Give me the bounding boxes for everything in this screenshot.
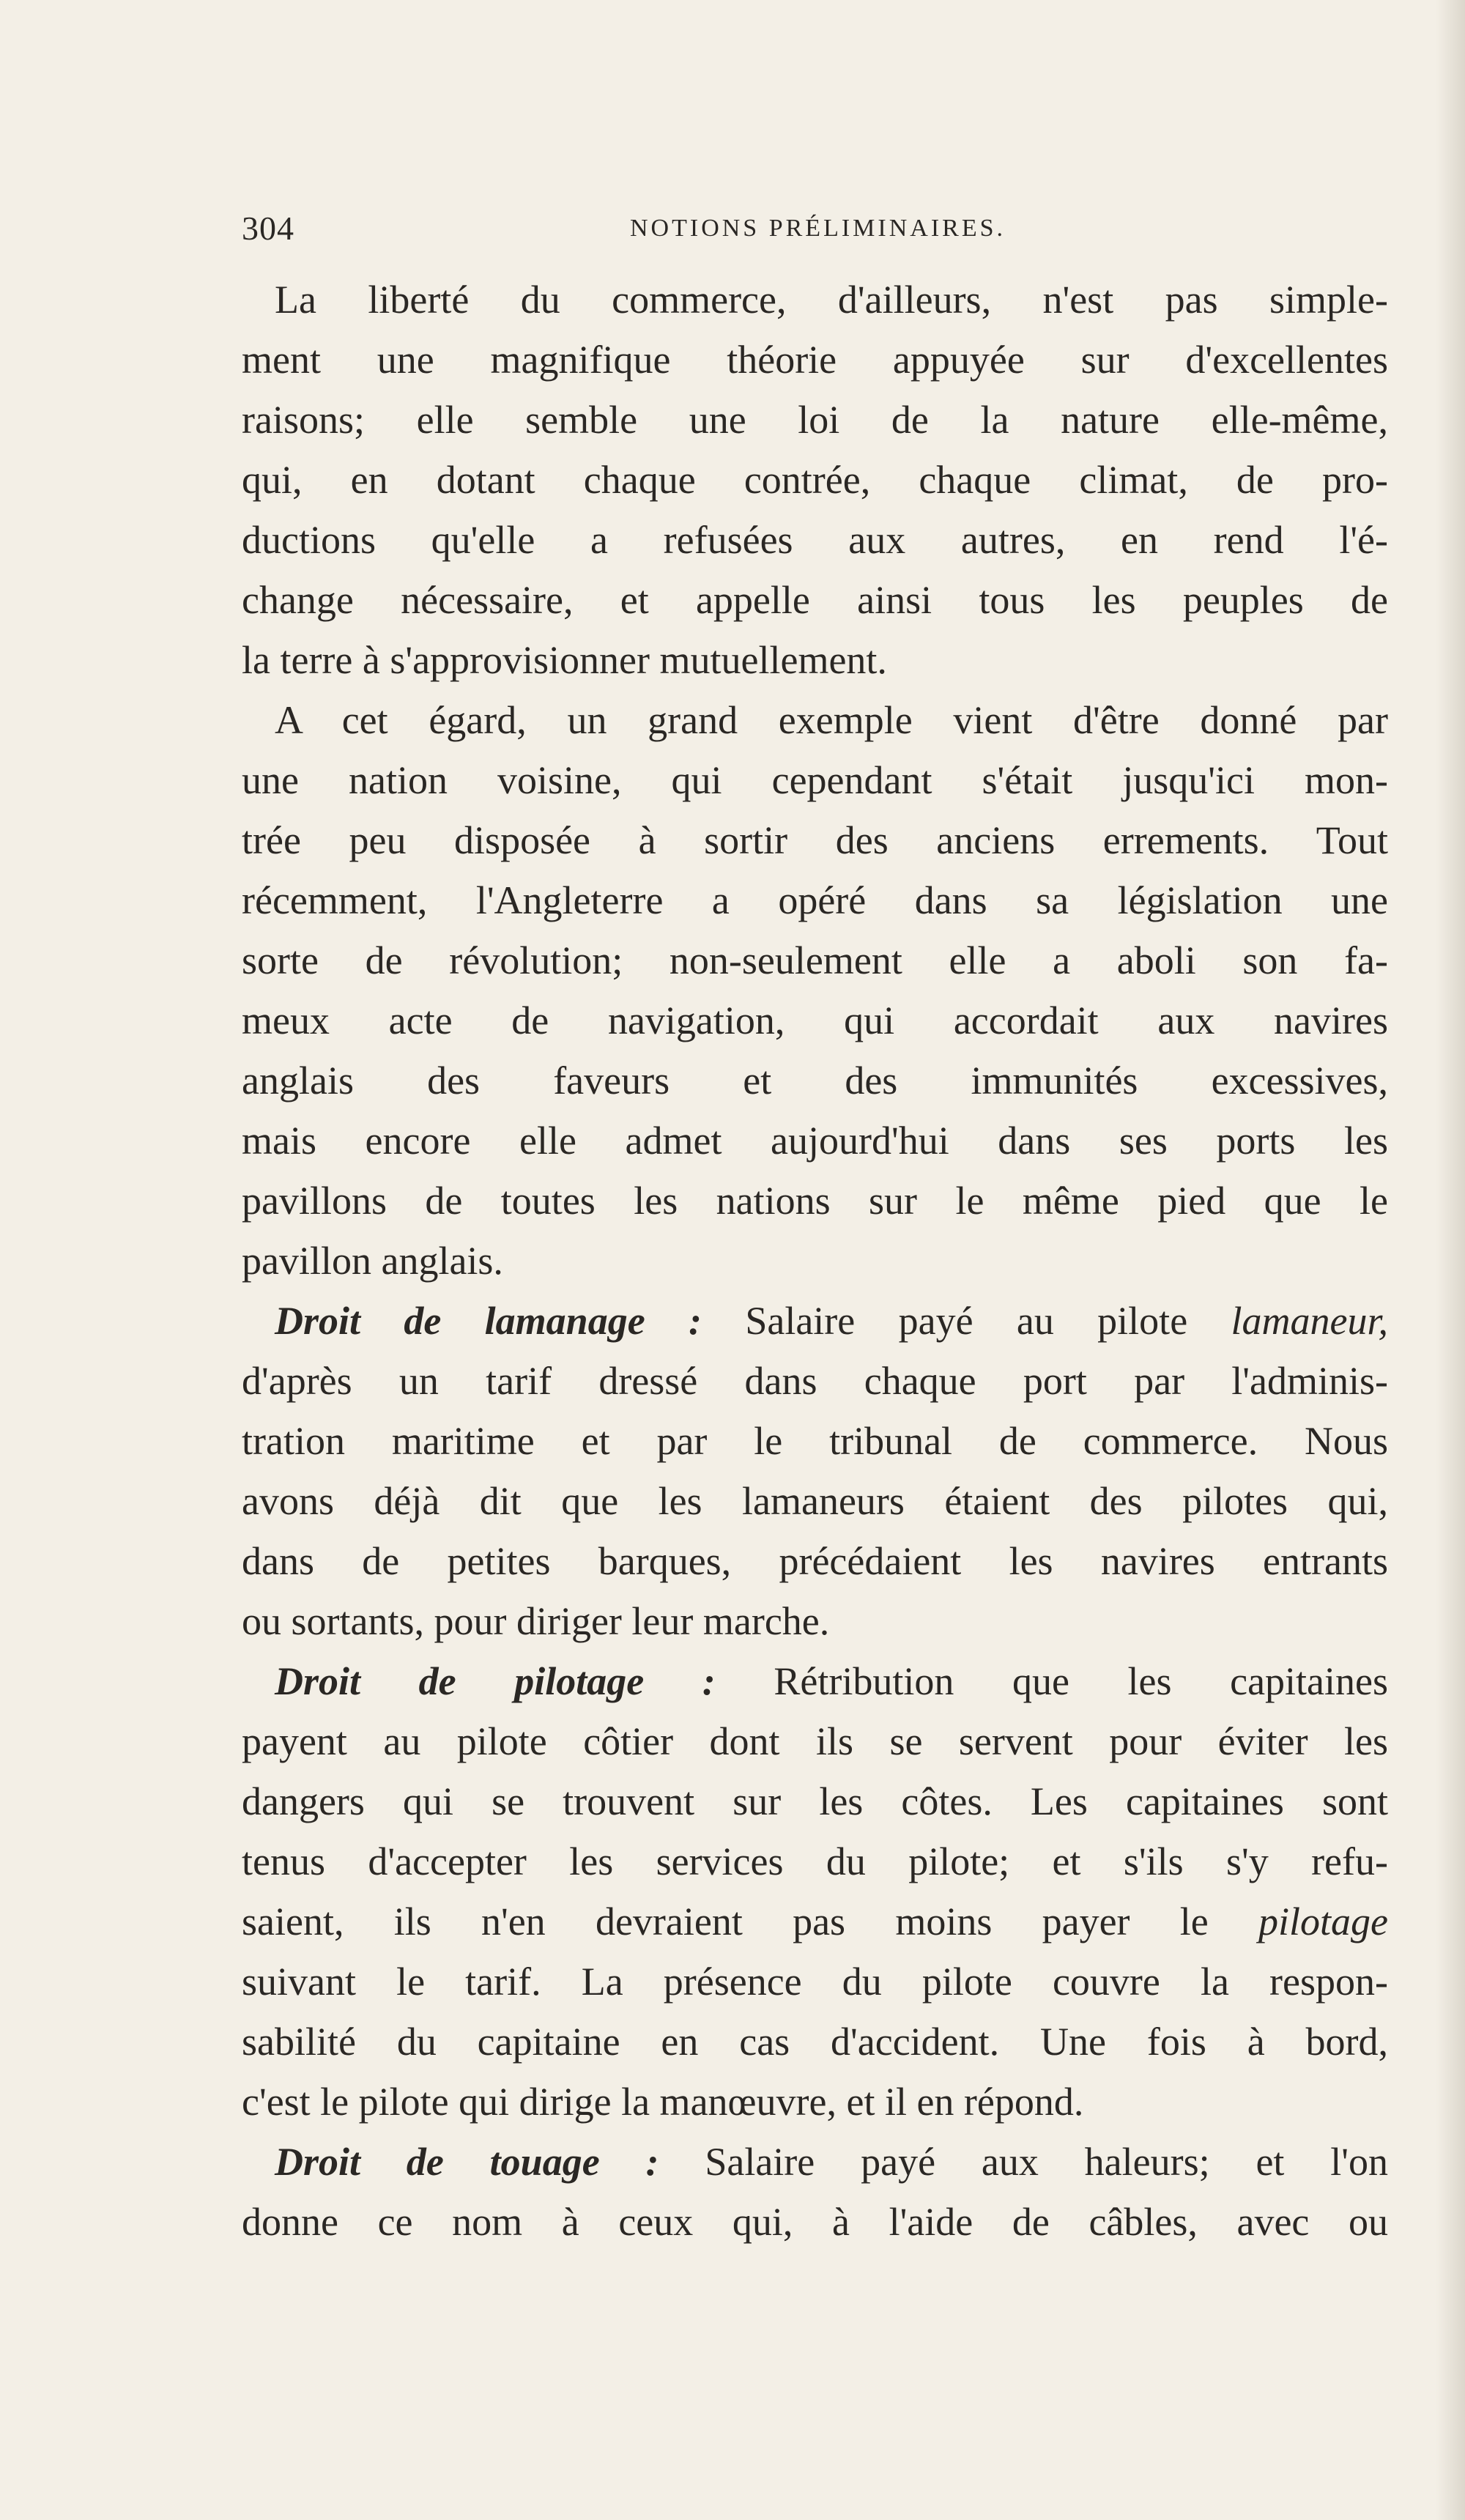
text-line: c'est le pilote qui dirige la manœuvre, et il en répond. bbox=[242, 2080, 1084, 2124]
definition-term: Droit de lamanage : bbox=[275, 1299, 702, 1343]
text-line: suivant le tarif. La présence du pilote couvre la respon- bbox=[242, 1960, 1388, 2004]
definition-line bbox=[242, 2132, 1388, 2192]
definition-text: Salaire payé aux haleurs; et l'on bbox=[659, 2140, 1388, 2184]
text-segment: saient, ils n'en devraient pas moins payer le bbox=[242, 1900, 1259, 1943]
text-line: anglais des faveurs et des immunités excessives, bbox=[242, 1059, 1388, 1102]
text-line: trée peu disposée à sortir des anciens errements. Tout bbox=[242, 818, 1388, 862]
text-line: ductions qu'elle a refusées aux autres, en rend l'é- bbox=[242, 518, 1388, 562]
text-line: qui, en dotant chaque contrée, chaque climat, de pro- bbox=[242, 458, 1388, 502]
definition-text: Salaire payé au pilote bbox=[702, 1299, 1231, 1343]
running-title: NOTIONS PRÉLIMINAIRES. bbox=[630, 215, 1006, 242]
text-line: la terre à s'approvisionner mutuellement. bbox=[242, 638, 887, 682]
page-number: 304 bbox=[242, 210, 294, 247]
text-line: d'après un tarif dressé dans chaque port par l'adminis- bbox=[242, 1359, 1388, 1403]
text-line: ou sortants, pour diriger leur marche. bbox=[242, 1599, 830, 1643]
text-line: avons déjà dit que les lamaneurs étaient des pilotes qui, bbox=[242, 1479, 1388, 1523]
definition-term: Droit de pilotage : bbox=[275, 1659, 716, 1703]
page-header bbox=[242, 209, 1388, 253]
italic-word: pilotage bbox=[1258, 1900, 1388, 1943]
text-line: tration maritime et par le tribunal de commerce. Nous bbox=[242, 1419, 1388, 1463]
definition-term: Droit de touage : bbox=[275, 2140, 659, 2184]
text-line: pavillon anglais. bbox=[242, 1239, 503, 1283]
text-line: tenus d'accepter les services du pilote; et s'ils s'y refu- bbox=[242, 1839, 1388, 1883]
text-line: donne ce nom à ceux qui, à l'aide de câbles, avec ou bbox=[242, 2200, 1388, 2244]
text-line: sorte de révolution; non-seulement elle a aboli son fa- bbox=[242, 938, 1388, 982]
definition-line bbox=[242, 1651, 1388, 1711]
text-line: La liberté du commerce, d'ailleurs, n'est pas simple- bbox=[275, 278, 1388, 322]
text-line: ment une magnifique théorie appuyée sur d'excellentes bbox=[242, 338, 1388, 382]
text-line: A cet égard, un grand exemple vient d'être donné par bbox=[275, 698, 1388, 742]
text-line: payent au pilote côtier dont ils se servent pour éviter les bbox=[242, 1719, 1388, 1763]
italic-word: lamaneur, bbox=[1231, 1299, 1388, 1343]
text-line: mais encore elle admet aujourd'hui dans ses ports les bbox=[242, 1119, 1388, 1163]
text-line: dangers qui se trouvent sur les côtes. Les capitaines sont bbox=[242, 1779, 1388, 1823]
text-line: change nécessaire, et appelle ainsi tous les peuples de bbox=[242, 578, 1388, 622]
text-line: une nation voisine, qui cependant s'était jusqu'ici mon- bbox=[242, 758, 1388, 802]
text-line: raisons; elle semble une loi de la nature elle-même, bbox=[242, 398, 1388, 442]
body-text bbox=[242, 270, 1388, 2252]
text-line: meux acte de navigation, qui accordait aux navires bbox=[242, 998, 1388, 1042]
page-edge-shadow bbox=[1436, 0, 1465, 2520]
text-line bbox=[242, 1891, 1388, 1952]
text-line: sabilité du capitaine en cas d'accident. Une fois à bord, bbox=[242, 2020, 1388, 2064]
definition-line bbox=[242, 1291, 1388, 1351]
definition-text: Rétribution que les capitaines bbox=[715, 1659, 1389, 1703]
text-line: pavillons de toutes les nations sur le même pied que le bbox=[242, 1179, 1388, 1223]
text-line: dans de petites barques, précédaient les navires entrants bbox=[242, 1539, 1388, 1583]
text-line: récemment, l'Angleterre a opéré dans sa législation une bbox=[242, 878, 1388, 922]
